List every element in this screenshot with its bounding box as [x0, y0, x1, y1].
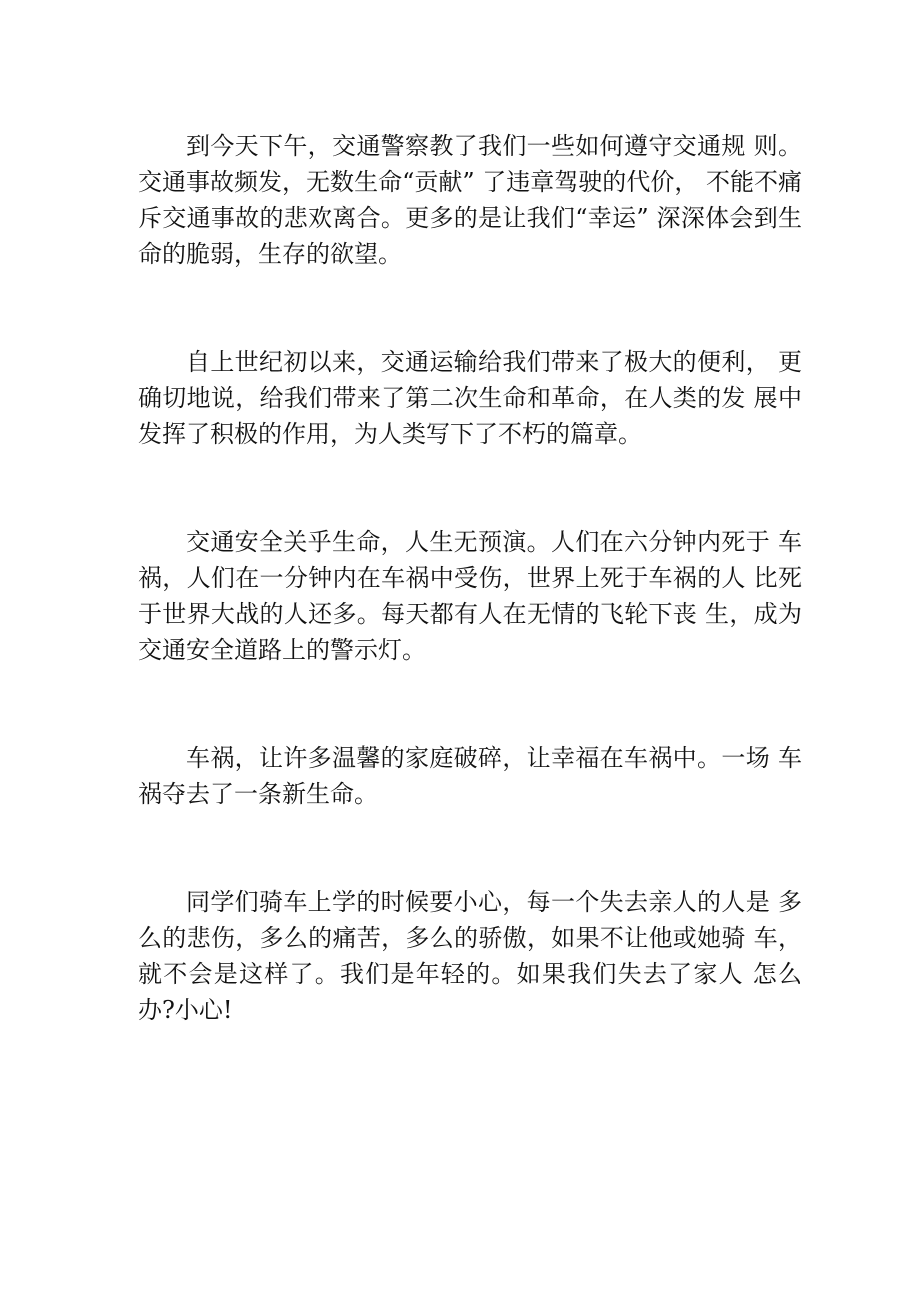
paragraph-5: 同学们骑车上学的时候要小心，每一个失去亲人的人是 多么的悲伤，多么的痛苦，多么的骄傲，如果不让他或她骑 车，就不会是这样了。我们是年轻的。如果我们失去了家人 怎么办?小心!	[138, 888, 802, 1024]
paragraph-3: 交通安全关乎生命，人生无预演。人们在六分钟内死于 车祸，人们在一分钟内在车祸中受伤，世界上死于车祸的人 比死于世界大战的人还多。每天都有人在无情的飞轮下丧 生，成为交通安全道路上的警示灯。	[138, 528, 802, 664]
paragraph-2: 自上世纪初以来，交通运输给我们带来了极大的便利， 更确切地说，给我们带来了第二次生命和革命，在人类的发 展中发挥了积极的作用，为人类写下了不朽的篇章。	[138, 348, 802, 448]
paragraph-4: 车祸，让许多温馨的家庭破碎，让幸福在车祸中。一场 车祸夺去了一条新生命。	[138, 744, 802, 808]
paragraph-1: 到今天下午，交通警察教了我们一些如何遵守交通规 则。交通事故频发，无数生命“贡献” 了违章驾驶的代价， 不能不痛斥交通事故的悲欢离合。更多的是让我们“幸运” 深深体会到生命的脆弱，生存的欲望。	[138, 132, 802, 268]
document-body	[138, 128, 802, 1028]
